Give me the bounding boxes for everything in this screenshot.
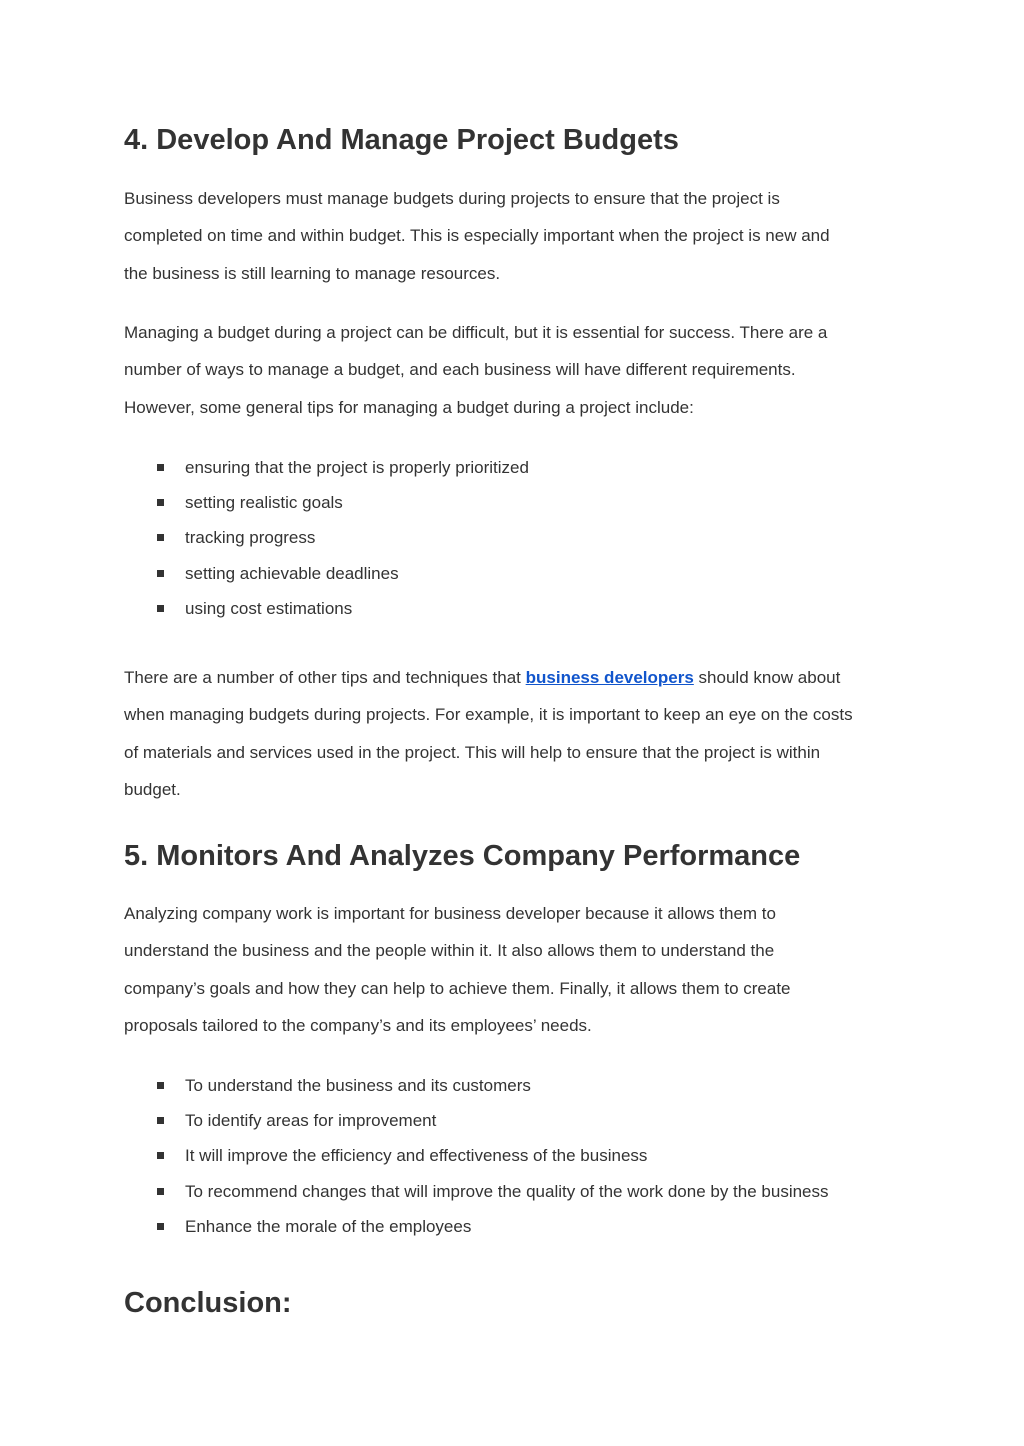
text-segment: There are a number of other tips and techniques that	[124, 668, 526, 687]
section-4-paragraph-3	[124, 659, 914, 808]
text-line: However, some general tips for managing a budget during a project include:	[124, 397, 694, 417]
list-item-text: It will improve the efficiency and effectiveness of the business	[185, 1146, 648, 1166]
square-bullet-icon	[157, 1117, 164, 1124]
square-bullet-icon	[157, 570, 164, 577]
list-item-text: using cost estimations	[185, 598, 353, 618]
text-line: company’s goals and how they can help to achieve them. Finally, it allows them to create	[124, 978, 791, 998]
section-4-paragraph-1	[124, 180, 914, 292]
section-5-heading: 5. Monitors And Analyzes Company Performance	[124, 840, 801, 872]
list-item-text: tracking progress	[185, 528, 316, 548]
text-line: Managing a budget during a project can be difficult, but it is essential for success. There are a	[124, 323, 828, 342]
text-line: when managing budgets during projects. For example, it is important to keep an eye on the costs	[124, 705, 853, 725]
list-item-text: setting realistic goals	[185, 493, 343, 513]
section-4-heading: 4. Develop And Manage Project Budgets	[124, 124, 679, 156]
square-bullet-icon	[157, 534, 164, 541]
text-line: understand the business and the people within it. It also allows them to understand the	[124, 941, 775, 961]
text-line: Analyzing company work is important for business developer because it allows them to	[124, 904, 776, 923]
text-line	[124, 659, 914, 696]
list-item-text: To recommend changes that will improve the quality of the work done by the business	[185, 1181, 829, 1201]
text-segment: should know about	[693, 668, 841, 687]
square-bullet-icon	[157, 1082, 164, 1089]
list-item-text: Enhance the morale of the employees	[185, 1216, 472, 1236]
square-bullet-icon	[157, 499, 164, 506]
text-line: completed on time and within budget. This is especially important when the project is new and	[124, 226, 830, 246]
list-item-text: setting achievable deadlines	[185, 563, 399, 583]
square-bullet-icon	[157, 464, 164, 471]
square-bullet-icon	[157, 1188, 164, 1195]
text-line: proposals tailored to the company’s and its employees’ needs.	[124, 1015, 592, 1035]
text-line: the business is still learning to manage resources.	[124, 263, 501, 283]
text-line: number of ways to manage a budget, and each business will have different requirements.	[124, 360, 796, 380]
text-line: Business developers must manage budgets during projects to ensure that the project is	[124, 189, 780, 208]
list-item-text: To identify areas for improvement	[185, 1111, 437, 1131]
list-item-text: To understand the business and its customers	[185, 1076, 531, 1095]
square-bullet-icon	[157, 1223, 164, 1230]
text-line: of materials and services used in the project. This will help to ensure that the project is within	[124, 742, 821, 762]
square-bullet-icon	[157, 605, 164, 612]
text-line: budget.	[124, 779, 181, 799]
conclusion-heading: Conclusion:	[124, 1287, 292, 1319]
business-developers-link[interactable]: business developers	[525, 668, 694, 687]
square-bullet-icon	[157, 1152, 164, 1159]
section-5-paragraph-1	[124, 895, 914, 1044]
section-4-paragraph-2	[124, 314, 914, 426]
list-item-text: ensuring that the project is properly prioritized	[185, 458, 529, 477]
